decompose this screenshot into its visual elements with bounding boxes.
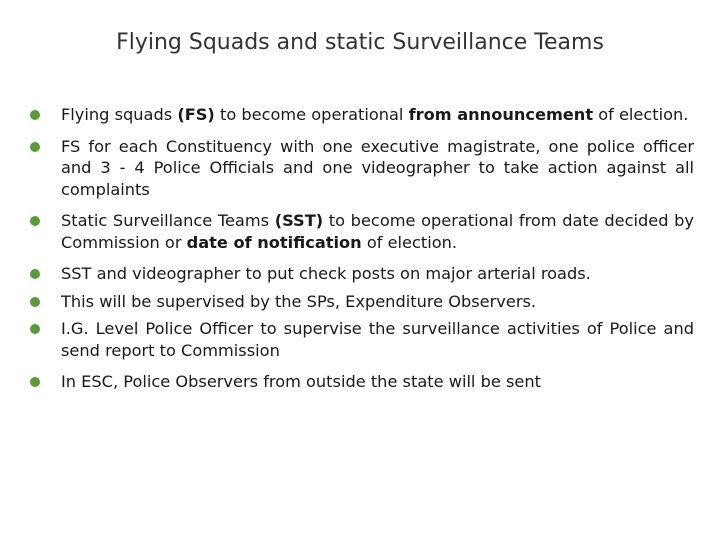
bullet-bold-text: from announcement	[408, 105, 594, 124]
bullet-text: of election.	[361, 232, 458, 252]
bullet-item	[30, 210, 694, 253]
bullet-text: FS for each Constituency with one executive magistrate, one police officer and 3 - 4 Police Officials and one videographer to take action against all complaints	[61, 136, 694, 199]
bullet-dot-icon	[30, 324, 40, 334]
bullet-text: to become operational from date decided by Commission or	[61, 211, 694, 252]
bullet-dot-icon	[30, 142, 40, 152]
bullet-dot-icon	[30, 297, 40, 307]
bullet-dot-icon	[30, 377, 40, 387]
bullet-item	[30, 263, 694, 285]
bullet-item	[30, 318, 694, 361]
bullet-text: Flying squads	[61, 105, 178, 124]
bullet-item	[30, 136, 694, 201]
bullet-text: In ESC, Police Observers from outside the state will be sent	[61, 372, 541, 391]
bullet-text: of election.	[593, 105, 689, 124]
bullet-item	[30, 371, 694, 393]
bullet-text: SST and videographer to put check posts on major arterial roads.	[61, 264, 591, 283]
bullet-text: Static Surveillance Teams	[61, 211, 275, 230]
bullet-dot-icon	[30, 216, 40, 226]
bullet-dot-icon	[30, 110, 40, 120]
bullet-bold-text: (FS)	[177, 105, 215, 124]
bullet-list	[30, 104, 694, 403]
bullet-text: This will be supervised by the SPs, Expenditure Observers.	[61, 291, 537, 311]
bullet-item	[30, 291, 694, 313]
bullet-item	[30, 104, 694, 126]
bullet-text: I.G. Level Police Officer to supervise the surveillance activities of Police and send report to Commission	[61, 319, 694, 360]
slide-title: Flying Squads and static Surveillance Teams	[116, 30, 604, 55]
bullet-bold-text: (SST)	[274, 211, 324, 230]
bullet-bold-text: date of notification	[186, 232, 362, 252]
bullet-dot-icon	[30, 269, 40, 279]
bullet-text: to become operational	[214, 105, 409, 124]
